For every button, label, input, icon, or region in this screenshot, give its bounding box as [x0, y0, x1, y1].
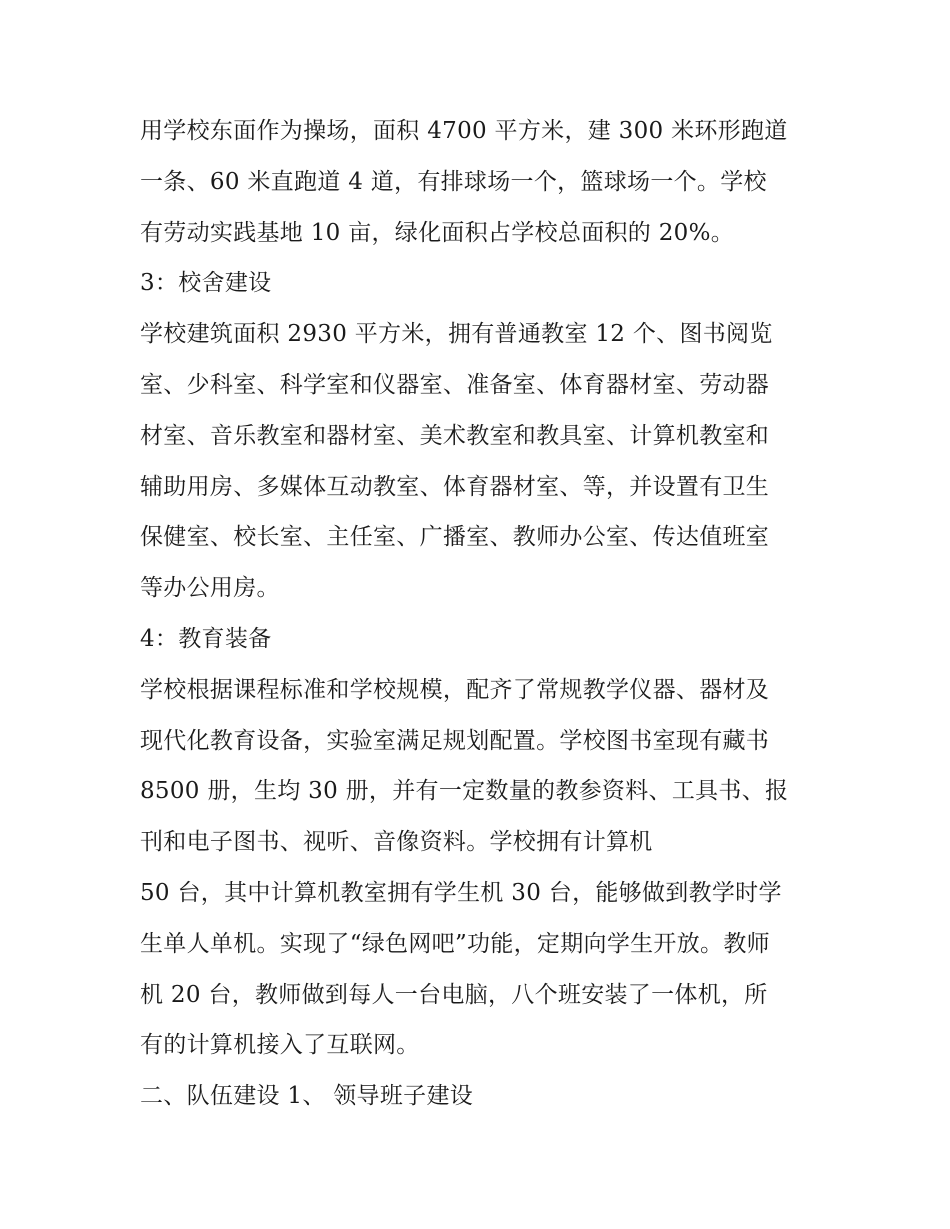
document-body	[140, 106, 820, 1122]
text-line: 材室、音乐教室和器材室、美术教室和教具室、计算机教室和	[140, 422, 770, 449]
text-line: 学校根据课程标准和学校规模，配齐了常规教学仪器、器材及	[140, 676, 770, 703]
text-line: 机 20 台，教师做到每人一台电脑，八个班安装了一体机，所	[140, 981, 768, 1008]
text-line: 刊和电子图书、视听、音像资料。学校拥有计算机	[140, 829, 653, 856]
text-line: 等办公用房。	[140, 575, 280, 602]
text-line: 室、少科室、科学室和仪器室、准备室、体育器材室、劳动器	[140, 371, 770, 398]
text-line: 现代化教育设备，实验室满足规划配置。学校图书室现有藏书	[140, 727, 770, 754]
text-line: 保健室、校长室、主任室、广播室、教师办公室、传达值班室	[140, 524, 770, 551]
section-heading-school-buildings: 3：校舍建设	[140, 270, 272, 297]
section-heading-team-building: 二、队伍建设 1、 领导班子建设	[140, 1083, 474, 1110]
text-line: 用学校东面作为操场，面积 4700 平方米，建 300 米环形跑道	[140, 118, 788, 144]
section-heading-education-equipment: 4：教育装备	[140, 625, 272, 652]
text-line: 有的计算机接入了互联网。	[140, 1032, 420, 1059]
text-line: 学校建筑面积 2930 平方米，拥有普通教室 12 个、图书阅览	[140, 321, 773, 348]
text-line: 有劳动实践基地 10 亩，绿化面积占学校总面积的 20%。	[140, 219, 735, 246]
text-line: 8500 册，生均 30 册，并有一定数量的教参资料、工具书、报	[140, 778, 789, 805]
text-line: 50 台，其中计算机教室拥有学生机 30 台，能够做到教学时学	[140, 879, 782, 906]
text-line: 生单人单机。实现了“绿色网吧”功能，定期向学生开放。教师	[140, 930, 770, 957]
text-line: 辅助用房、多媒体互动教室、体育器材室、等，并设置有卫生	[140, 473, 770, 500]
text-line: 一条、60 米直跑道 4 道，有排球场一个，篮球场一个。学校	[140, 168, 767, 195]
